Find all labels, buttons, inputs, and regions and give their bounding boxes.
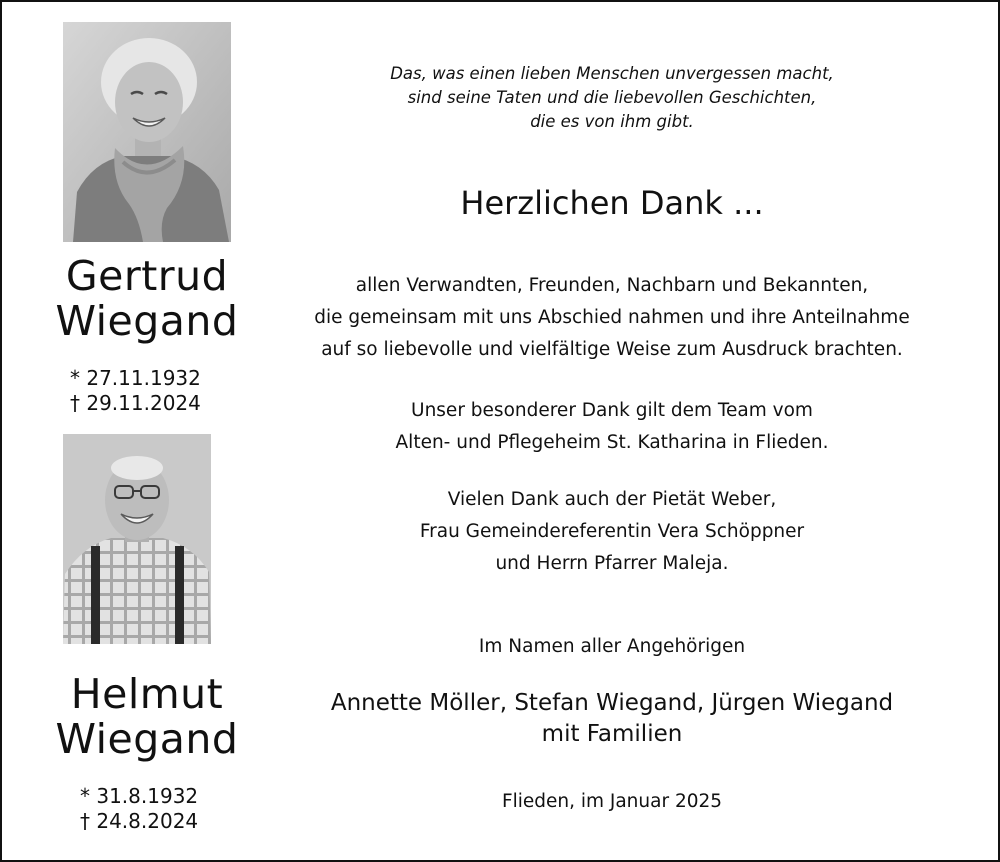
portrait-helmut-image [63, 434, 211, 644]
quote-line: Das, was einen lieben Menschen unvergessen macht, [390, 64, 834, 83]
paragraph-line: Alten- und Pflegeheim St. Katharina in Flieden. [395, 432, 829, 453]
thanks-headline: Herzlichen Dank ... [460, 184, 764, 222]
portrait-photo-gertrud [63, 22, 231, 242]
portrait-photo-helmut [63, 434, 211, 644]
deceased-name-gertrud [22, 254, 272, 344]
thanks-paragraph-relatives [272, 270, 952, 366]
thanks-paragraph-care-home [272, 395, 952, 459]
birth-date: * 31.8.1932 [80, 784, 199, 808]
signers-line: Annette Möller, Stefan Wiegand, Jürgen Wiegand [330, 690, 894, 716]
death-date: † 24.8.2024 [80, 809, 199, 833]
place-date: Flieden, im Januar 2025 [501, 791, 723, 812]
paragraph-line: Im Namen aller Angehörigen [478, 636, 746, 657]
life-dates-gertrud [70, 366, 270, 416]
on-behalf-line [272, 631, 952, 663]
paragraph-line: Vielen Dank auch der Pietät Weber, [447, 489, 777, 510]
birth-date: * 27.11.1932 [70, 366, 201, 390]
first-name: Gertrud [65, 252, 229, 300]
signers-line: mit Familien [541, 721, 683, 747]
memorial-quote [272, 62, 952, 134]
paragraph-line: Frau Gemeindereferentin Vera Schöppner [419, 521, 805, 542]
portrait-gertrud-image [63, 22, 231, 242]
thanks-paragraph-funeral [272, 484, 952, 580]
paragraph-line: Unser besonderer Dank gilt dem Team vom [411, 400, 813, 421]
quote-line: sind seine Taten und die liebevollen Geschichten, [407, 88, 817, 107]
signers [272, 688, 952, 750]
paragraph-line: allen Verwandten, Freunden, Nachbarn und Bekannten, [355, 275, 869, 296]
paragraph-line: auf so liebevolle und vielfältige Weise zum Ausdruck brachten. [321, 339, 903, 360]
last-name: Wiegand [55, 297, 239, 345]
paragraph-line: die gemeinsam mit uns Abschied nahmen und ihre Anteilnahme [314, 307, 910, 328]
life-dates-helmut [80, 784, 280, 834]
first-name: Helmut [70, 670, 224, 718]
last-name: Wiegand [55, 715, 239, 763]
deceased-name-helmut [22, 672, 272, 762]
paragraph-line: und Herrn Pfarrer Maleja. [495, 553, 729, 574]
death-date: † 29.11.2024 [70, 391, 201, 415]
quote-line: die es von ihm gibt. [530, 112, 694, 131]
